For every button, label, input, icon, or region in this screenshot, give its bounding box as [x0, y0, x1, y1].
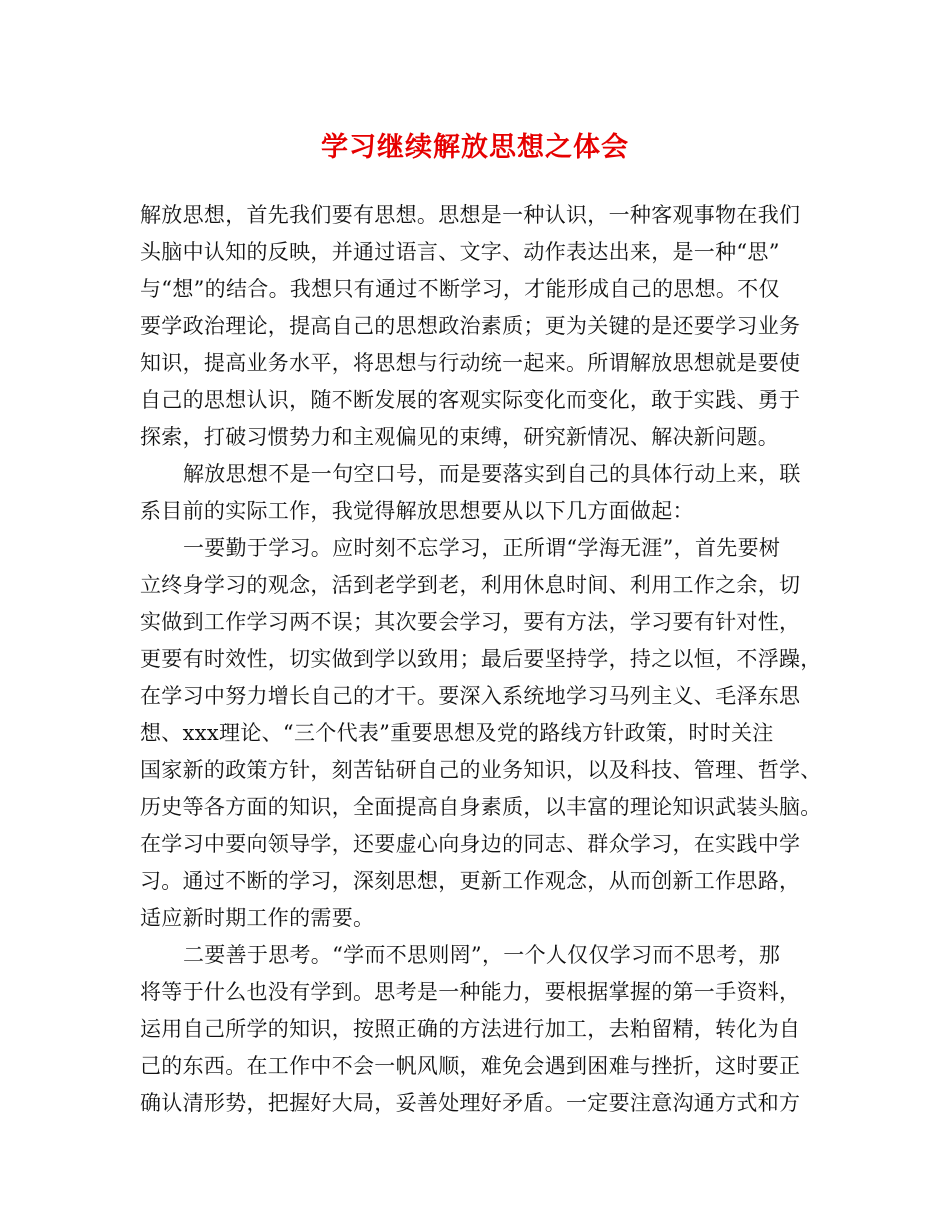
paragraph-line: 知识，提高业务水平，将思想与行动统一起来。所谓解放思想就是要使	[140, 351, 801, 375]
paragraph-line: 国家新的政策方针，刻苦钻研自己的业务知识，以及科技、管理、哲学、	[140, 758, 822, 782]
paragraph-line: 系目前的实际工作，我觉得解放思想要从以下几方面做起：	[140, 499, 694, 523]
paragraph-line: 一要勤于学习。应时刻不忘学习，正所谓“学海无涯”，首先要树	[183, 536, 781, 560]
paragraph-line: 将等于什么也没有学到。思考是一种能力，要根据掌握的第一手资料，	[140, 980, 801, 1004]
paragraph-line: 适应新时期工作的需要。	[140, 906, 375, 930]
paragraph-line: 头脑中认知的反映，并通过语言、文字、动作表达出来，是一种“思”	[140, 240, 780, 264]
paragraph-line: 与“想”的结合。我想只有通过不断学习，才能形成自己的思想。不仅	[140, 277, 780, 301]
paragraph-line: 二要善于思考。“学而不思则罔”，一个人仅仅学习而不思考，那	[183, 943, 781, 967]
paragraph-line: 己的东西。在工作中不会一帆风顺，难免会遇到困难与挫折，这时要正	[140, 1054, 801, 1078]
paragraph-line: 在学习中要向领导学，还要虚心向身边的同志、群众学习，在实践中学	[140, 832, 801, 856]
paragraph-line: 解放思想不是一句空口号，而是要落实到自己的具体行动上来，联	[183, 462, 801, 486]
paragraph-line: 习。通过不断的学习，深刻思想，更新工作观念，从而创新工作思路，	[140, 869, 801, 893]
paragraph-line: 在学习中努力增长自己的才干。要深入系统地学习马列主义、毛泽东思	[140, 684, 801, 708]
paragraph-line: 要学政治理论，提高自己的思想政治素质；更为关键的是还要学习业务	[140, 314, 801, 338]
paragraph-line: 确认清形势，把握好大局，妥善处理好矛盾。一定要注意沟通方式和方	[140, 1091, 801, 1115]
paragraph-line: 历史等各方面的知识，全面提高自身素质，以丰富的理论知识武装头脑。	[140, 795, 822, 819]
paragraph-line: 实做到工作学习两不误；其次要会学习，要有方法，学习要有针对性，	[140, 610, 801, 634]
paragraph-line: 解放思想，首先我们要有思想。思想是一种认识，一种客观事物在我们	[140, 203, 801, 227]
document-title: 学习继续解放思想之体会	[321, 132, 629, 163]
paragraph-line: 自己的思想认识，随不断发展的客观实际变化而变化，敢于实践、勇于	[140, 388, 801, 412]
paragraph-line: 运用自己所学的知识，按照正确的方法进行加工，去粕留精，转化为自	[140, 1017, 801, 1041]
paragraph-line: 想、xxx理论、“三个代表”重要思想及党的路线方针政策，时时关注	[140, 721, 774, 745]
paragraph-line: 探索，打破习惯势力和主观偏见的束缚，研究新情况、解决新问题。	[140, 425, 779, 449]
paragraph-line: 立终身学习的观念，活到老学到老，利用休息时间、利用工作之余，切	[140, 573, 801, 597]
paragraph-line: 更要有时效性，切实做到学以致用；最后要坚持学，持之以恒，不浮躁，	[140, 647, 822, 671]
